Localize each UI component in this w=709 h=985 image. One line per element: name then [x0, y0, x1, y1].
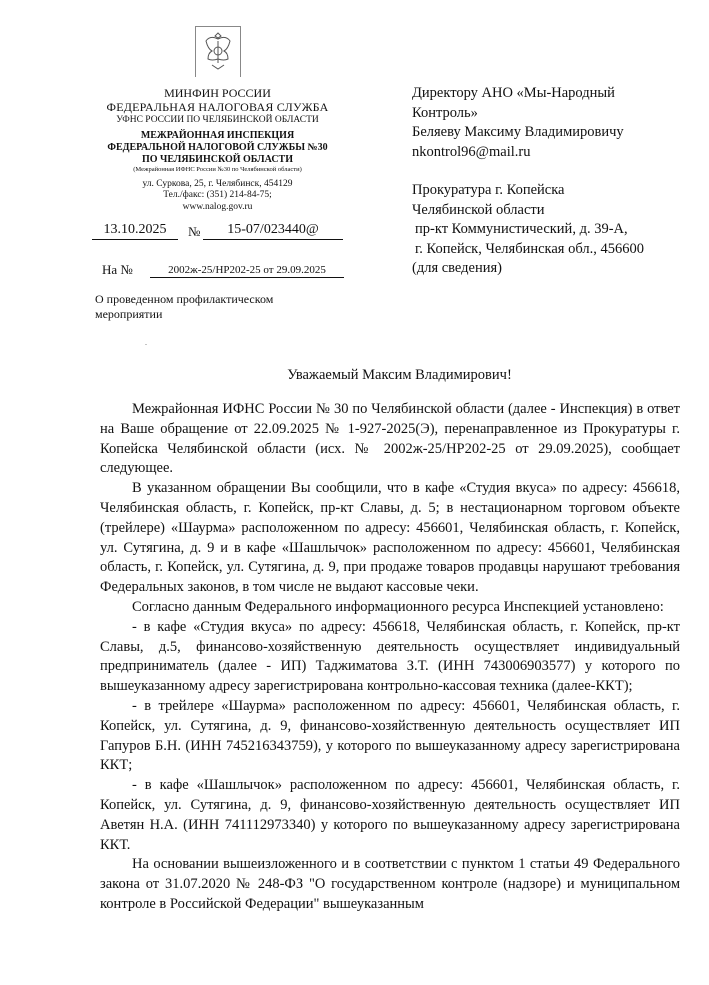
- coat-of-arms-emblem: [195, 26, 241, 77]
- greeting: Уважаемый Максим Владимирович!: [287, 367, 512, 383]
- sender-block: [90, 86, 345, 213]
- reply-reference: 2002ж-25/НР202-25 от 29.09.2025: [150, 264, 344, 278]
- inspection-name-2: ФЕДЕРАЛЬНОЙ НАЛОГОВОЙ СЛУЖБЫ №30: [107, 142, 328, 154]
- department-name: УФНС РОССИИ ПО ЧЕЛЯБИНСКОЙ ОБЛАСТИ: [116, 114, 319, 125]
- body-paragraph: - в кафе «Студия вкуса» по адресу: 456618, Челябинская область, г. Копейск, пр-кт Славы, д.5, финансово-хозяйственную деятельность осуществляет индивидуальный предприниматель (далее - ИП) Таджиматова З.Т. (ИНН 743006903577) у которого по вышеуказанному адресу зарегистрирована контрольно-кассовая техника (далее-ККТ);: [100, 618, 680, 695]
- body-paragraph: - в кафе «Шашлычок» расположенном по адресу: 456601, Челябинская область, г. Копейск, ул. Сутягина, д. 9, финансово-хозяйственную деятельность осуществляет ИП Аветян Н.А. (ИНН 741112973340) у которого по вышеуказанному адресу зарегистрирована ККТ.: [100, 777, 680, 853]
- stray-mark: .: [145, 338, 147, 347]
- sender-address: ул. Суркова, 25, г. Челябинск, 454129: [142, 178, 293, 189]
- inspection-name-3: ПО ЧЕЛЯБИНСКОЙ ОБЛАСТИ: [141, 154, 294, 166]
- subject-line-2: мероприятии: [95, 307, 163, 321]
- registration-date: 13.10.2025: [92, 222, 178, 240]
- sender-website: www.nalog.gov.ru: [182, 201, 253, 212]
- recipient-2-city: г. Копейск, Челябинская обл., 456600: [415, 240, 644, 257]
- recipient-1-line-2: Контроль»: [412, 104, 478, 121]
- letter-subject: [95, 292, 315, 322]
- body-paragraph: - в трейлере «Шаурма» расположенном по адресу: 456601, Челябинская область, г. Копейск, ул. Сутягина, д. 9, финансово-хозяйственную деятельность осуществляет ИП Гапуров Б.Н. (ИНН 745216343759), у которого по вышеуказанному адресу зарегистрирована ККТ;: [100, 697, 680, 774]
- body-paragraph: Межрайонная ИФНС России № 30 по Челябинской области (далее - Инспекция) в ответ на Ваше обращение от 22.09.2025 № 1-927-2025(Э), перенаправленное из Прокуратуры г. Копейска Челябинской области (исх. № 2002ж-25/НР202-25 от 29.09.2025), сообщает следующее.: [100, 401, 680, 477]
- recipient-2-note: (для сведения): [412, 260, 503, 276]
- inspection-name-1: МЕЖРАЙОННАЯ ИНСПЕКЦИЯ: [140, 130, 295, 142]
- recipient-2-line-2: Челябинской области: [412, 201, 545, 218]
- ministry-name: МИНФИН РОССИИ: [164, 86, 271, 100]
- recipient-1-name: Беляеву Максиму Владимировичу: [412, 124, 624, 140]
- registration-number-label: №: [188, 224, 201, 239]
- sender-phone: Тел./факс: (351) 214-84-75;: [163, 190, 272, 201]
- body-paragraph: В указанном обращении Вы сообщили, что в кафе «Студия вкуса» по адресу: 456618, Челябинская область, г. Копейск, пр-кт Славы, д. 5; в нестационарном торговом объекте (трейлере) «Шаурма» расположенном по адресу: 456601, Челябинская область, г. Копейск, ул. Сутягина, д. 9 и в кафе «Шашлычок» расположенном по адресу: 456601, Челябинская область, г. Копейск, ул. Сутягина, д. 9, при продаже товаров продавцы нарушают требования Федеральных законов, в том числе не выдают кассовые чеки.: [100, 480, 680, 596]
- subject-line-1: О проведенном профилактическом: [95, 292, 274, 306]
- body-paragraph: На основании вышеизложенного и в соответствии с пунктом 1 статьи 49 Федерального закона от 31.07.2020 № 248-ФЗ "О государственном контроле (надзоре) и муниципальном контроле в Российской Федерации" вышеуказанным: [100, 856, 680, 912]
- recipient-1-line-1: Директору АНО «Мы-Народный: [412, 85, 615, 101]
- inspection-short-name: (Межрайонная ИФНС России №30 по Челябинской области): [133, 166, 302, 174]
- letter-body: [100, 400, 680, 915]
- body-paragraph: Согласно данным Федерального информационного ресурса Инспекцией установлено:: [132, 598, 664, 615]
- recipients-block: [412, 84, 682, 279]
- registration-number: 15-07/023440@: [203, 222, 343, 240]
- recipient-2-line-1: Прокуратура г. Копейска: [412, 182, 565, 198]
- service-name: ФЕДЕРАЛЬНАЯ НАЛОГОВАЯ СЛУЖБА: [106, 100, 329, 115]
- reply-reference-label: На №: [102, 262, 133, 277]
- recipient-2-street: пр-кт Коммунистический, д. 39-А,: [415, 221, 628, 237]
- russian-coat-of-arms-icon: [196, 27, 240, 77]
- recipient-1-email: nkontrol96@mail.ru: [412, 143, 531, 160]
